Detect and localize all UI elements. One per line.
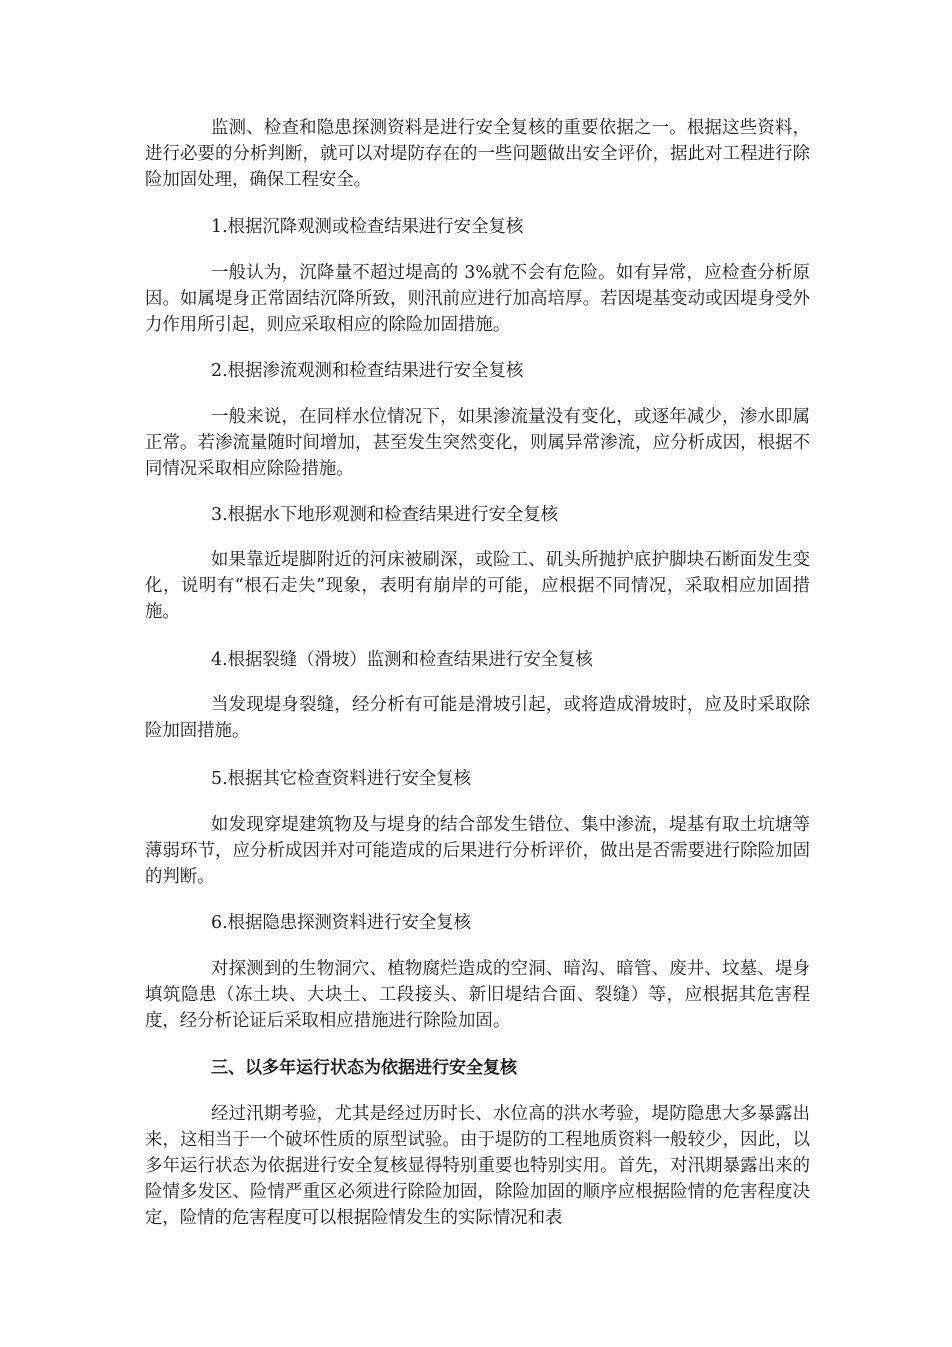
paragraph-intro: 监测、检查和隐患探测资料是进行安全复核的重要依据之一。根据这些资料，进行必要的分析判断，就可以对堤防存在的一些问题做出安全评价，据此对工程进行除险加固处理，确保工程安全。 bbox=[145, 118, 810, 190]
paragraph-settlement: 一般认为，沉降量不超过堤高的 3%就不会有危险。如有异常，应检查分析原因。如属堤身正常固结沉降所致，则汛前应进行加高培厚。若因堤基变动或因堤身受外力作用所引起，则应采取相应的除险加固措施。 bbox=[145, 263, 810, 335]
heading-hidden-danger: 6.根据隐患探测资料进行安全复核 bbox=[211, 913, 472, 933]
heading-cracks: 4.根据裂缝（滑坡）监测和检查结果进行安全复核 bbox=[211, 650, 593, 670]
paragraph-seepage: 一般来说，在同样水位情况下，如果渗流量没有变化，或逐年减少，渗水即属正常。若渗流量随时间增加，甚至发生突然变化，则属异常渗流，应分析成因，根据不同情况采取相应除险措施。 bbox=[145, 407, 810, 479]
paragraph-operation-state: 经过汛期考验，尤其是经过历时长、水位高的洪水考验，堤防隐患大多暴露出来，这相当于一个破坏性质的原型试验。由于堤防的工程地质资料一般较少，因此，以多年运行状态为依据进行安全复核显得特别重要也特别实用。首先，对汛期暴露出来的险情多发区、险情严重区必须进行除险加固，除险加固的顺序应根据险情的危害程度决定，险情的危害程度可以根据险情发生的实际情况和表 bbox=[145, 1104, 810, 1228]
heading-settlement: 1.根据沉降观测或检查结果进行安全复核 bbox=[211, 217, 524, 237]
paragraph-cracks: 当发现堤身裂缝，经分析有可能是滑坡引起，或将造成滑坡时，应及时采取除险加固措施。 bbox=[145, 695, 810, 741]
section-heading: 三、以多年运行状态为依据进行安全复核 bbox=[211, 1058, 517, 1078]
heading-seepage: 2.根据渗流观测和检查结果进行安全复核 bbox=[211, 361, 524, 381]
paragraph-hidden-danger: 对探测到的生物洞穴、植物腐烂造成的空洞、暗沟、暗管、废井、坟墓、堤身填筑隐患（冻土块、大块土、工段接头、新旧堤结合面、裂缝）等，应根据其危害程度，经分析论证后采取相应措施进行除险加固。 bbox=[145, 959, 810, 1031]
paragraph-underwater-terrain: 如果靠近堤脚附近的河床被刷深，或险工、矶头所抛护底护脚块石断面发生变化，说明有“根石走失”现象，表明有崩岸的可能，应根据不同情况，采取相应加固措施。 bbox=[145, 550, 810, 622]
heading-other-inspection: 5.根据其它检查资料进行安全复核 bbox=[211, 769, 472, 789]
paragraph-other-inspection: 如发现穿堤建筑物及与堤身的结合部发生错位、集中渗流，堤基有取土坑塘等薄弱环节，应分析成因并对可能造成的后果进行分析评价，做出是否需要进行除险加固的判断。 bbox=[145, 815, 810, 887]
heading-underwater-terrain: 3.根据水下地形观测和检查结果进行安全复核 bbox=[211, 505, 559, 525]
